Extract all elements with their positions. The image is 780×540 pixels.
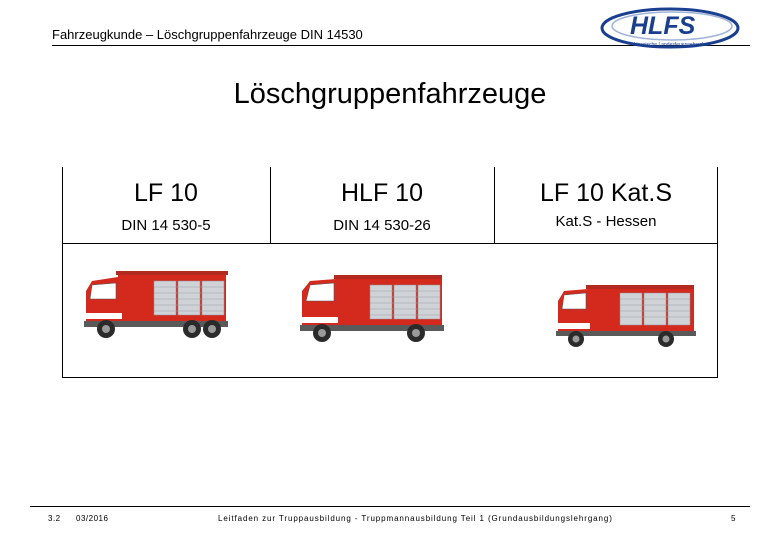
column-header-lf10 [62, 179, 270, 234]
fire-truck-hlf10-image [298, 269, 448, 343]
svg-text:Hessische Landesfeuerwehrschul: Hessische Landesfeuerwehrschule [634, 42, 712, 48]
table-header-rule [62, 243, 718, 244]
page-title: Löschgruppenfahrzeuge [233, 78, 547, 110]
column-name: LF 10 [134, 179, 198, 207]
hlfs-logo [600, 6, 750, 50]
header-title: Fahrzeugkunde – Löschgruppenfahrzeuge DIN 14530 [52, 27, 363, 42]
column-norm: DIN 14 530-26 [333, 217, 431, 234]
column-name: HLF 10 [341, 179, 423, 207]
fire-truck-lf10-kats-image [552, 279, 702, 351]
footer-page-number: 5 [731, 514, 736, 523]
table-bottom-rule [62, 377, 718, 378]
vehicle-table [62, 167, 718, 378]
footer-date: 03/2016 [76, 514, 109, 523]
svg-text:HLFS: HLFS [630, 12, 696, 40]
column-norm: DIN 14 530-5 [121, 217, 211, 234]
footer-divider [30, 506, 750, 507]
column-name: LF 10 Kat.S [539, 179, 673, 207]
column-header-hlf10 [270, 179, 494, 234]
fire-truck-lf10-image [82, 267, 232, 341]
footer-caption: Leitfaden zur Truppausbildung - Truppmannausbildung Teil 1 (Grundausbildungslehrgang) [218, 514, 613, 523]
footer-section: 3.2 [48, 514, 61, 523]
column-header-lf10-kats [494, 179, 718, 230]
column-norm: Kat.S - Hessen [555, 213, 657, 230]
